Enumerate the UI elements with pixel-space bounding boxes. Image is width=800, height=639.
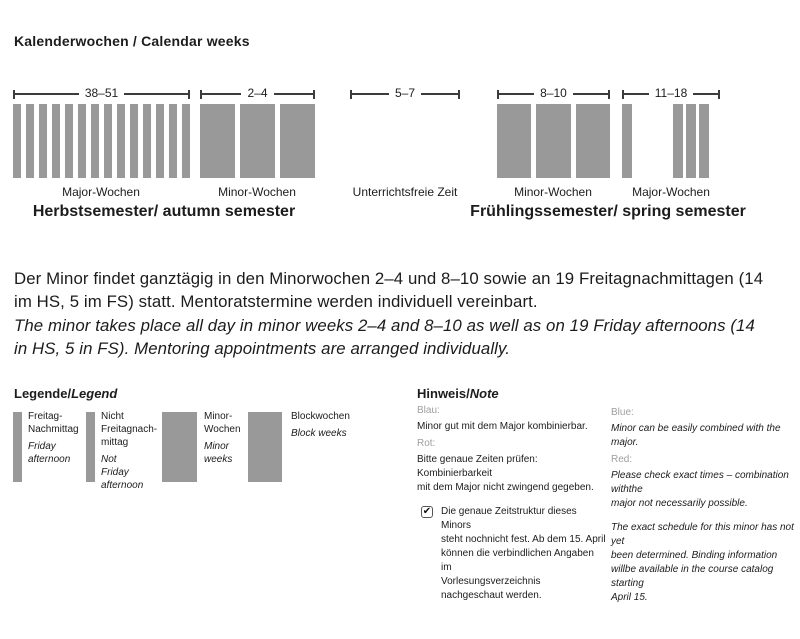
legend-bar-friday bbox=[13, 412, 22, 482]
legend-label-en: Block weeks bbox=[291, 428, 347, 439]
autumn-semester-title: Herbstsemester/ autumn semester bbox=[32, 203, 296, 220]
week-bar bbox=[156, 104, 164, 178]
week-bar bbox=[673, 104, 683, 178]
schedule-note-text-en: The exact schedule for this minor has not yet been determined. Binding information willbe available in the course catalog starting April 15. bbox=[611, 522, 794, 603]
week-bar bbox=[91, 104, 99, 178]
week-bar bbox=[143, 104, 151, 178]
week-range-bracket bbox=[350, 88, 460, 100]
week-bar bbox=[200, 104, 235, 178]
week-bar bbox=[497, 104, 531, 178]
page-title: Kalenderwochen / Calendar weeks bbox=[14, 33, 250, 49]
note-column-english bbox=[611, 406, 796, 608]
group-label-autumn-minor: Minor-Wochen bbox=[218, 185, 296, 199]
week-group-break bbox=[350, 88, 460, 178]
week-bar bbox=[78, 104, 86, 178]
week-range-bracket bbox=[13, 88, 190, 100]
week-range-label: 5–7 bbox=[394, 86, 416, 100]
week-bars bbox=[350, 104, 460, 178]
schedule-note-row bbox=[417, 505, 607, 603]
legend-item-minor-weeks bbox=[204, 410, 241, 466]
legend-bar-minor-weeks bbox=[162, 412, 197, 482]
note-heading-en: Note bbox=[469, 386, 499, 401]
week-bar bbox=[622, 104, 632, 178]
legend-label-de: Freitag- Nachmittag bbox=[28, 411, 79, 435]
note-blue-label-en: Blue: bbox=[611, 407, 634, 418]
week-bar bbox=[39, 104, 47, 178]
note-red-label-de: Rot: bbox=[417, 438, 436, 449]
legend-label-en: Not Friday afternoon bbox=[101, 454, 144, 491]
legend-item-not-friday bbox=[101, 410, 157, 492]
week-bar bbox=[130, 104, 138, 178]
group-label-autumn-major: Major-Wochen bbox=[62, 185, 140, 199]
legend-heading-en: Legend bbox=[71, 386, 118, 401]
week-bars bbox=[497, 104, 610, 178]
week-bars bbox=[622, 104, 720, 178]
week-bars bbox=[200, 104, 315, 178]
week-range-bracket bbox=[622, 88, 720, 100]
bracket-tick-icon bbox=[313, 90, 315, 99]
week-group-spring-minor bbox=[497, 88, 610, 178]
legend-item-block-weeks bbox=[291, 410, 350, 440]
week-range-bracket bbox=[200, 88, 315, 100]
bracket-tick-icon bbox=[608, 90, 610, 99]
week-bar bbox=[686, 104, 696, 178]
note-heading-de: Hinweis/ bbox=[417, 386, 470, 401]
week-bar bbox=[169, 104, 177, 178]
week-range-label: 38–51 bbox=[84, 86, 119, 100]
legend-label-en: Minor weeks bbox=[204, 441, 233, 465]
week-bar bbox=[13, 104, 21, 178]
bracket-tick-icon bbox=[458, 90, 460, 99]
week-bar bbox=[699, 104, 709, 178]
legend-label-de: Minor- Wochen bbox=[204, 411, 241, 435]
bracket-tick-icon bbox=[188, 90, 190, 99]
group-label-spring-major: Major-Wochen bbox=[632, 185, 710, 199]
note-blue-text-en: Minor can be easily combined with the major. bbox=[611, 423, 781, 448]
week-bar bbox=[26, 104, 34, 178]
week-group-autumn-major bbox=[13, 88, 190, 178]
week-bar bbox=[536, 104, 570, 178]
legend-heading-de: Legende/ bbox=[14, 386, 72, 401]
legend-heading bbox=[14, 386, 117, 401]
week-range-bracket bbox=[497, 88, 610, 100]
note-red-label-en: Red: bbox=[611, 454, 633, 465]
checked-checkbox[interactable] bbox=[421, 506, 433, 518]
note-red-text-en: Please check exact times – combination withthe major not necessarily possible. bbox=[611, 470, 789, 509]
week-group-autumn-minor bbox=[200, 88, 315, 178]
week-group-spring-major bbox=[622, 88, 720, 178]
week-bar bbox=[280, 104, 315, 178]
legend-label-en: Friday afternoon bbox=[28, 441, 71, 465]
week-bar bbox=[182, 104, 190, 178]
legend-bar-block-weeks bbox=[248, 412, 282, 482]
note-blue-label-de: Blau: bbox=[417, 405, 440, 416]
week-bars bbox=[13, 104, 190, 178]
week-bar bbox=[240, 104, 275, 178]
note-column-german bbox=[417, 404, 607, 603]
check-icon: ✔ bbox=[422, 506, 432, 517]
week-bar bbox=[576, 104, 610, 178]
bracket-tick-icon bbox=[718, 90, 720, 99]
description-english: The minor takes place all day in minor weeks 2–4 and 8–10 as well as on 19 Friday afternoons (14 in HS, 5 in FS). Mentoring appointments are arranged individually. bbox=[14, 316, 755, 358]
week-bar bbox=[65, 104, 73, 178]
schedule-note-text-de: Die genaue Zeitstruktur dieses Minors steht nochnicht fest. Ab dem 15. April können die verbindlichen Angaben im Vorlesungsverzeichnis nachgeschaut werden. bbox=[441, 506, 606, 601]
note-heading bbox=[417, 386, 499, 401]
week-bar bbox=[52, 104, 60, 178]
spring-semester-title: Frühlingssemester/ spring semester bbox=[470, 203, 746, 220]
group-label-spring-minor: Minor-Wochen bbox=[514, 185, 592, 199]
legend-item-friday bbox=[28, 410, 79, 466]
description-german: Der Minor findet ganztägig in den Minorwochen 2–4 und 8–10 sowie an 19 Freitagnachmittagen (14 im HS, 5 im FS) statt. Mentoratstermine werden individuell vereinbart. bbox=[14, 269, 764, 311]
legend-bar-not-friday bbox=[86, 412, 95, 482]
week-range-label: 8–10 bbox=[540, 86, 567, 100]
week-range-label: 11–18 bbox=[654, 86, 688, 100]
note-blue-text-de: Minor gut mit dem Major kombinierbar. bbox=[417, 421, 588, 432]
legend-label-de: Blockwochen bbox=[291, 411, 350, 422]
week-bar bbox=[117, 104, 125, 178]
note-red-text-de: Bitte genaue Zeiten prüfen: Kombinierbarkeit mit dem Major nicht zwingend gegeben. bbox=[417, 454, 594, 493]
week-bar bbox=[104, 104, 112, 178]
legend-label-de: Nicht Freitagnach- mittag bbox=[101, 411, 158, 448]
group-label-break: Unterrichtsfreie Zeit bbox=[352, 185, 458, 199]
week-range-label: 2–4 bbox=[247, 86, 268, 100]
